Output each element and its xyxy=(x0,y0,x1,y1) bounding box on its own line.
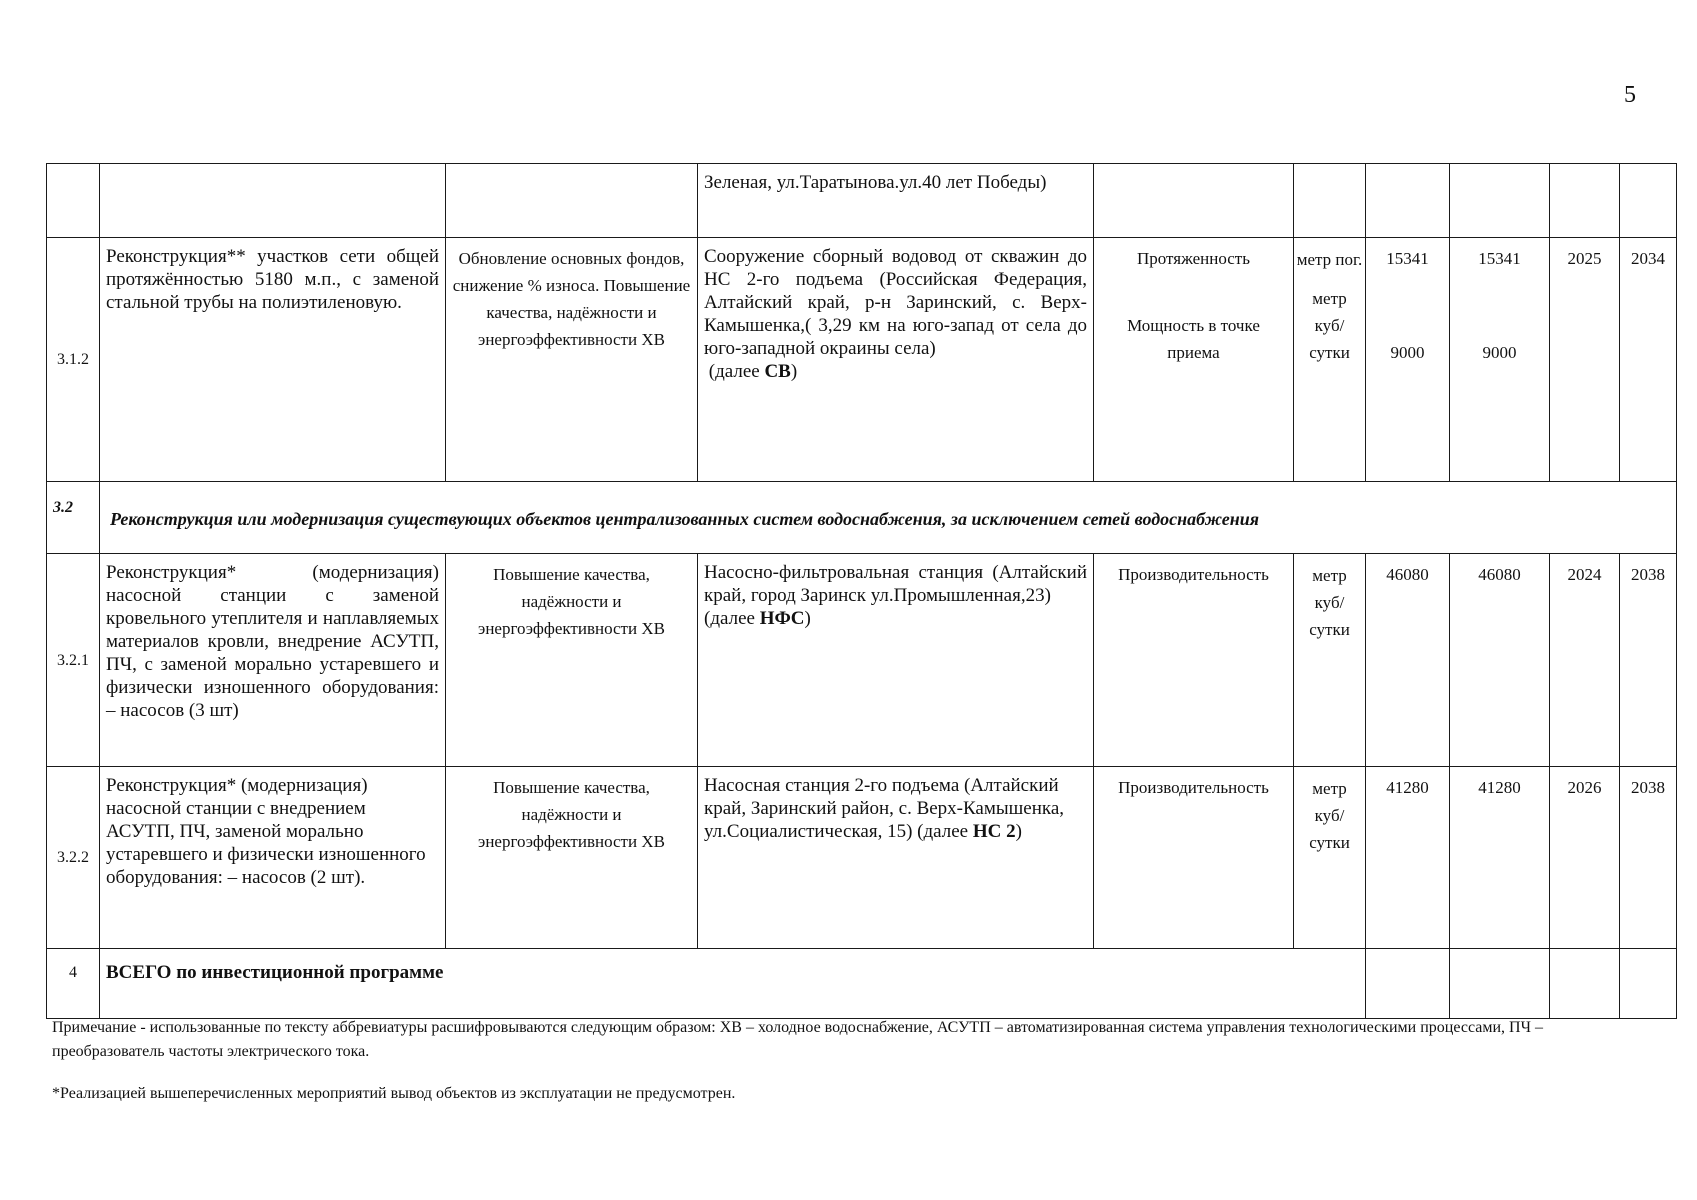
measure-purpose: Повышение качества, надёжности и энергоэффективности ХВ xyxy=(446,554,698,767)
row-number: 4 xyxy=(47,949,100,1019)
parameter-cell: Производительность xyxy=(1094,554,1294,767)
object-cell: Зеленая, ул.Таратынова.ул.40 лет Победы) xyxy=(698,164,1094,238)
measure-name: Реконструкция* (модернизация) насосной станции с внедрением АСУТП, ПЧ, заменой морально устаревшего и физически изношенного оборудования: – насосов (2 шт). xyxy=(100,767,446,949)
year-start: 2024 xyxy=(1550,554,1620,767)
object-cell: Насосно-фильтровальная станция (Алтайский край, город Заринск ул.Промышленная,23) (далее НФС) xyxy=(698,554,1094,767)
year-start: 2025 xyxy=(1550,238,1620,482)
total-row xyxy=(47,949,1677,1019)
object-cell: Сооружение сборный водовод от скважин до НС 2-го подъема (Российская Федерация, Алтайский край, р-н Заринский, с. Верх-Камышенка,( 3,29 км на юго-запад от села до юго-западной окраины села) (далее СВ) xyxy=(698,238,1094,482)
table-row xyxy=(47,767,1677,949)
table-row xyxy=(47,554,1677,767)
value-before: 46080 xyxy=(1366,554,1450,767)
value-after: 15341 9000 xyxy=(1450,238,1550,482)
year-end: 2038 xyxy=(1620,767,1677,949)
total-title: ВСЕГО по инвестиционной программе xyxy=(100,949,1366,1019)
value-before: 15341 9000 xyxy=(1366,238,1450,482)
section-number: 3.2 xyxy=(47,482,100,554)
table-row xyxy=(47,164,1677,238)
value-after: 41280 xyxy=(1450,767,1550,949)
measure-purpose: Обновление основных фондов, снижение % износа. Повышение качества, надёжности и энергоэффективности ХВ xyxy=(446,238,698,482)
unit-cell: метр пог. метр куб/сутки xyxy=(1294,238,1366,482)
page-number: 5 xyxy=(1624,82,1636,108)
unit-cell: метр куб/сутки xyxy=(1294,767,1366,949)
section-row xyxy=(47,482,1677,554)
section-title: Реконструкция или модернизация существующих объектов централизованных систем водоснабжения, за исключением сетей водоснабжения xyxy=(100,482,1677,554)
value-after: 46080 xyxy=(1450,554,1550,767)
table-row xyxy=(47,238,1677,482)
measure-purpose: Повышение качества, надёжности и энергоэффективности ХВ xyxy=(446,767,698,949)
investment-program-table xyxy=(46,163,1677,1019)
value-before: 41280 xyxy=(1366,767,1450,949)
object-cell: Насосная станция 2-го подъема (Алтайский край, Заринский район, с. Верх-Камышенка, ул.Социалистическая, 15) (далее НС 2) xyxy=(698,767,1094,949)
row-number: 3.1.2 xyxy=(47,238,100,482)
measure-name: Реконструкция* (модернизация) насосной станции с заменой кровельного утеплителя и наплавляемых материалов кровли, внедрение АСУТП, ПЧ, с заменой морально устаревшего и физически изношенного оборудования: – насосов (3 шт) xyxy=(100,554,446,767)
footnote: *Реализацией вышеперечисленных мероприятий вывод объектов из эксплуатации не предусмотрен. xyxy=(52,1085,736,1102)
row-number: 3.2.1 xyxy=(47,554,100,767)
row-number: 3.2.2 xyxy=(47,767,100,949)
year-start: 2026 xyxy=(1550,767,1620,949)
year-end: 2038 xyxy=(1620,554,1677,767)
abbreviation-note: Примечание - использованные по тексту аббревиатуры расшифровываются следующим образом: ХВ – холодное водоснабжение, АСУТП – автоматизированная система управления технологическими процессами, ПЧ – преобразователь частоты электрического тока. xyxy=(52,1019,1543,1060)
measure-name: Реконструкция** участков сети общей протяжённостью 5180 м.п., с заменой стальной трубы на полиэтиленовую. xyxy=(100,238,446,482)
year-end: 2034 xyxy=(1620,238,1677,482)
unit-cell: метр куб/сутки xyxy=(1294,554,1366,767)
parameter-cell: Производительность xyxy=(1094,767,1294,949)
parameter-cell: Протяженность Мощность в точке приема xyxy=(1094,238,1294,482)
